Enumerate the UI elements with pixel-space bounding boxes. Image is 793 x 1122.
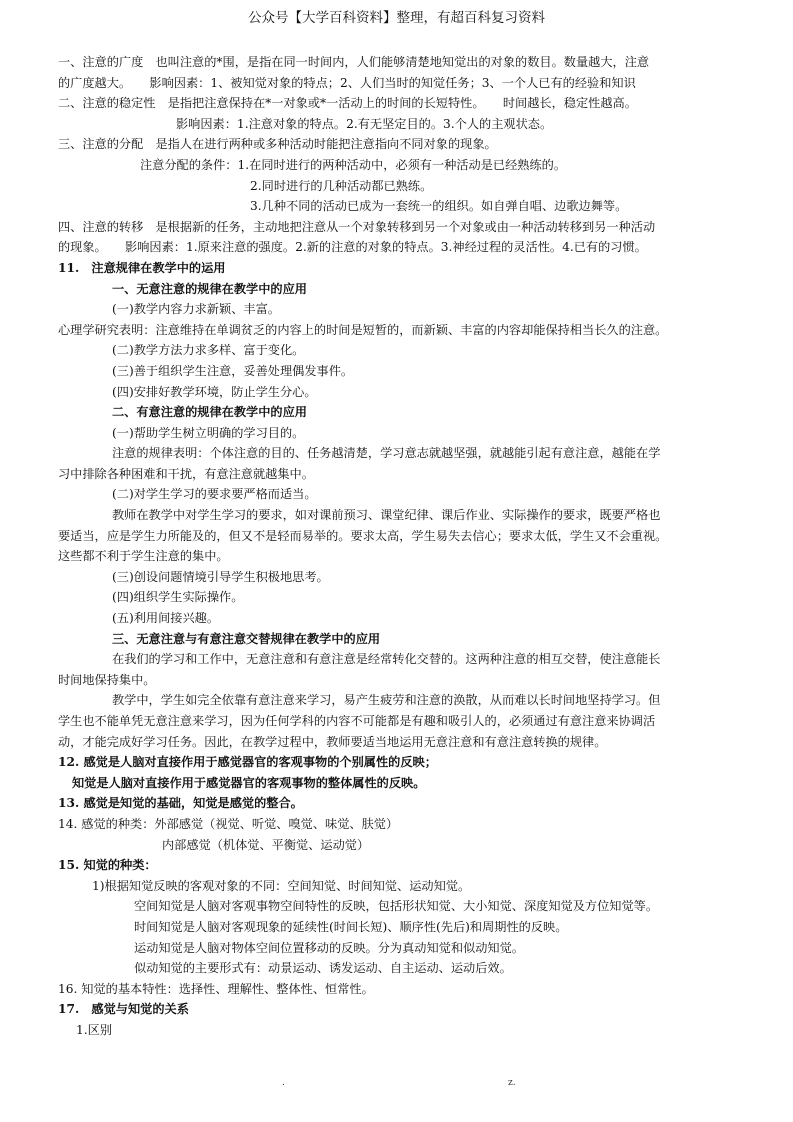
- text-line: 的广度越大。 影响因素：1、被知觉对象的特点；2、人们当时的知觉任务；3、一个人已有的经验和知识: [58, 75, 636, 90]
- text-line: 3.几种不同的活动已成为一套统一的组织。如自弹自唱、边歌边舞等。: [250, 199, 628, 214]
- text-line: 一、注意的广度 也叫注意的*围，是指在同一时间内，人们能够清楚地知觉出的对象的数目。数量越大，注意: [58, 55, 650, 69]
- text-line: 影响因素：1.注意对象的特点。2.有无坚定目的。3.个人的主观状态。: [176, 116, 553, 131]
- text-line: 1)根据知觉反映的客观对象的不同：空间知觉、时间知觉、运动知觉。: [92, 878, 471, 893]
- text-line: 三、无意注意与有意注意交替规律在教学中的应用: [112, 631, 381, 646]
- text-line: 的现象。 影响因素：1.原来注意的强度。2.新的注意的对象的特点。3.神经过程的灵活性。4.已有的习惯。: [58, 240, 647, 255]
- text-line: (四)组织学生实际操作。: [112, 590, 244, 605]
- text-line: 时间知觉是人脑对客观现象的延续性(时间长短)、顺序性(先后)和周期性的反映。: [134, 919, 568, 934]
- text-line: 注意分配的条件：1.在同时进行的两种活动中，必须有一种活动是已经熟练的。: [140, 157, 567, 172]
- text-line: (二)对学生学习的要求要严格而适当。: [112, 487, 317, 502]
- text-line: 教师在教学中对学生学习的要求，如对课前预习、课堂纪律、课后作业、实际操作的要求，既要严格也: [112, 508, 661, 523]
- text-line: (一)帮助学生树立明确的学习目的。: [112, 425, 305, 440]
- text-line: 知觉是人脑对直接作用于感觉器官的客观事物的整体属性的反映。: [72, 775, 426, 790]
- text-line: 11. 注意规律在教学中的运用: [58, 260, 226, 275]
- footer-left-mark: .: [282, 1078, 285, 1088]
- text-line: 这些都不利于学生注意的集中。: [58, 549, 229, 564]
- text-line: 学生也不能单凭无意注意来学习，因为任何学科的内容不可能都是有趣和吸引人的，必须通过有意注意来协调活: [58, 714, 656, 728]
- text-line: 14. 感觉的种类：外部感觉（视觉、听觉、嗅觉、味觉、肤觉）: [58, 816, 399, 831]
- text-line: 13. 感觉是知觉的基础，知觉是感觉的整合。: [58, 796, 303, 811]
- text-line: 15. 知觉的种类：: [58, 858, 157, 873]
- text-line: 二、有意注意的规律在教学中的应用: [112, 405, 307, 420]
- text-line: 1.区别: [76, 1022, 113, 1037]
- text-line: (二)教学方法力求多样、富于变化。: [112, 343, 305, 358]
- text-line: (三)创设问题情境引导学生积极地思考。: [112, 569, 329, 584]
- document-body: [58, 52, 748, 1041]
- text-line: 要适当，应是学生力所能及的，但又不是轻而易举的。要求太高，学生易失去信心；要求太低，学生又不会重视。: [58, 528, 668, 543]
- text-line: (一)教学内容力求新颖、丰富。: [112, 302, 280, 317]
- text-line: 习中排除各种困难和干扰，有意注意就越集中。: [58, 466, 314, 481]
- text-line: 二、注意的稳定性 是指把注意保持在*一对象或*一活动上的时间的长短特性。 时间越长，稳定性越高。: [58, 96, 637, 111]
- footer-right-mark: z.: [508, 1078, 516, 1088]
- text-line: (五)利用间接兴趣。: [112, 611, 220, 626]
- text-line: 16. 知觉的基本特性：选择性、理解性、整体性、恒常性。: [58, 981, 374, 996]
- page-header: 公众号【大学百科资料】整理，有超百科复习资料: [248, 10, 545, 26]
- text-line: 在我们的学习和工作中，无意注意和有意注意是经常转化交替的。这两种注意的相互交替，使注意能长: [112, 652, 661, 667]
- text-line: 心理学研究表明：注意维持在单调贫乏的内容上的时间是短暂的，而新颖、丰富的内容却能保持相当长久的注意。: [58, 322, 668, 337]
- text-line: 时间地保持集中。: [58, 672, 156, 687]
- text-line: 注意的规律表明：个体注意的目的、任务越清楚，学习意志就越坚强，就越能引起有意注意，越能在学: [112, 446, 661, 461]
- text-line: 一、无意注意的规律在教学中的应用: [112, 281, 307, 296]
- text-line: 似动知觉的主要形式有：动景运动、诱发运动、自主运动、运动后效。: [134, 961, 512, 976]
- text-line: 空间知觉是人脑对客观事物空间特性的反映，包括形状知觉、大小知觉、深度知觉及方位知觉等。: [134, 899, 659, 914]
- text-line: 12. 感觉是人脑对直接作用于感觉器官的客观事物的个别属性的反映；: [58, 755, 437, 770]
- text-line: 17. 感觉与知觉的关系: [58, 1002, 189, 1017]
- text-line: 内部感觉（机体觉、平衡觉、运动觉）: [162, 837, 370, 852]
- text-line: 动，才能完成好学习任务。因此，在教学过程中，教师要适当地运用无意注意和有意注意转换的规律。: [58, 734, 607, 749]
- text-line: 教学中，学生如完全依靠有意注意来学习，易产生疲劳和注意的涣散，从而难以长时间地坚持学习。但: [112, 693, 661, 708]
- text-line: (三)善于组织学生注意，妥善处理偶发事件。: [112, 363, 354, 378]
- text-line: (四)安排好教学环境，防止学生分心。: [112, 384, 317, 399]
- text-line: 四、注意的转移 是根据新的任务，主动地把注意从一个对象转移到另一个对象或由一种活动转移到另一种活动: [58, 219, 656, 234]
- text-line: 2.同时进行的几种活动都已熟练。: [250, 178, 433, 193]
- text-line: 三、注意的分配 是指人在进行两种或多种活动时能把注意指向不同对象的现象。: [58, 137, 497, 152]
- text-line: 运动知觉是人脑对物体空间位置移动的反映。分为真动知觉和似动知觉。: [134, 940, 524, 955]
